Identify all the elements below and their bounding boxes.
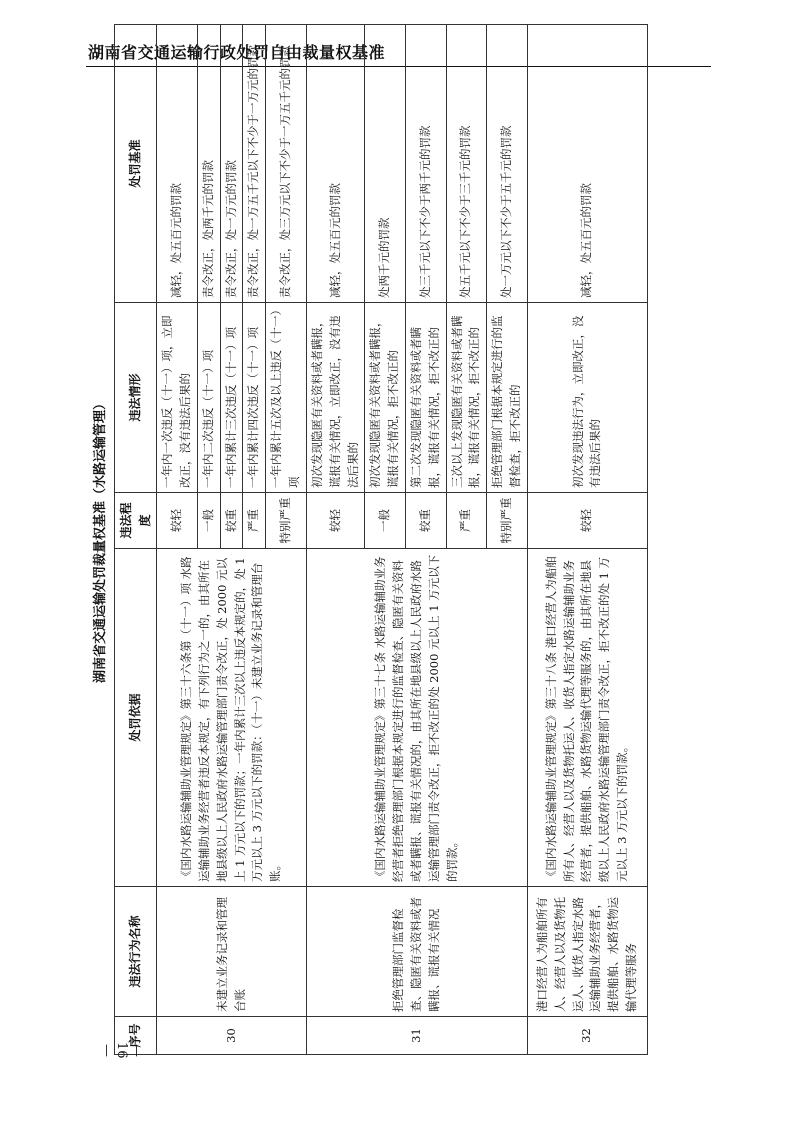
- penalty-table: [114, 24, 648, 1055]
- violation-degree: 一般: [197, 493, 220, 549]
- violation-degree: 特别严重: [487, 493, 528, 549]
- violation-degree: 严重: [446, 493, 487, 549]
- header-circumstance: 违法情形: [115, 303, 157, 493]
- penalty-standard: 处两千元的罚款: [365, 25, 406, 303]
- penalty-standard: 减轻，处五百元的罚款: [157, 25, 198, 303]
- violation-circumstance: 第二次发现隐匿有关资料或者瞒报，谎报有关情况，拒不改正的: [405, 303, 446, 493]
- violation-degree: 较重: [220, 493, 243, 549]
- penalty-standard: 减轻，处五百元的罚款: [527, 25, 647, 303]
- violation-circumstance: 初次发现隐匿有关资料或者瞒报，谎报有关情况，拒不改正的: [365, 303, 406, 493]
- violation-circumstance: 一年内一次违反（十一）项，立即改正，没有违法后果的: [157, 303, 198, 493]
- violation-degree: 较轻: [527, 493, 647, 549]
- penalty-standard: 责令改正，处一万元的罚款: [220, 25, 243, 303]
- violation-circumstance: 一年内累计四次违反（十一）项: [243, 303, 266, 493]
- violation-degree: 特别严重: [266, 493, 307, 549]
- penalty-standard: 责令改正，处两千元的罚款: [197, 25, 220, 303]
- penalty-standard: 处一万元以下不少于五千元的罚款: [487, 25, 528, 303]
- violation-name: 港口经营人为船舶所有人、经营人以及货物托运人、收货人指定水路运输辅助业务经营者，提供船舶、水路货物运输代理等服务: [527, 887, 647, 1017]
- header-degree: 违法程度: [115, 493, 157, 549]
- header-no: 序号: [115, 1017, 157, 1055]
- table-header-row: [115, 25, 157, 1055]
- violation-degree: 较轻: [157, 493, 198, 549]
- header-name: 违法行为名称: [115, 887, 157, 1017]
- item-number: 32: [527, 1017, 647, 1055]
- violation-degree: 严重: [243, 493, 266, 549]
- violation-circumstance: 三次以上发现隐匿有关资料或者瞒报，谎报有关情况，拒不改正的: [446, 303, 487, 493]
- penalty-basis: 《国内水路运输辅助业管理规定》第三十七条 水路运输辅助业务经营者拒绝管理部门根据本规定进行的监督检查、隐匿有关资料或者瞒报、谎报有关情况的，由其所在地县级以上人民政府水路运输管理部门责令改正，拒不改正的处 2000 元以上 1 万元以下的罚款。: [306, 549, 527, 887]
- table-row: [157, 25, 198, 1055]
- item-number: 30: [157, 1017, 307, 1055]
- penalty-standard: 责令改正，处一万五千元以下不少于一万元的罚款: [243, 25, 266, 303]
- running-header: 湖南省交通运输行政处罚自由裁量权基准: [88, 43, 386, 62]
- item-number: 31: [306, 1017, 527, 1055]
- rotated-table-block: [88, 25, 708, 1055]
- violation-circumstance: 初次发现隐匿有关资料或者瞒报，谎报有关情况，立即改正，没有违法后果的: [306, 303, 364, 493]
- penalty-standard: 减轻，处五百元的罚款: [306, 25, 364, 303]
- table-title: 湖南省交通运输处罚裁量权基准（水路运输管理）: [93, 397, 108, 684]
- violation-circumstance: 一年内累计五次及以上违反（十一）项: [266, 303, 307, 493]
- penalty-basis: 《国内水路运输辅助业管理规定》第三十六条第（十一）项 水路运输辅助业务经营者违反本规定，有下列行为之一的，由其所在地县级以上人民政府水路运输管理部门责令改正，处 2000 元以上 1 万元以下的罚款；一年内累计三次以上违反本规定的，处 1 万元以上 3 万元以下的罚款：（十一）未建立业务记录和管理台账。: [157, 549, 307, 887]
- violation-degree: 较重: [405, 493, 446, 549]
- penalty-basis: 《国内水路运输辅助业管理规定》第三十八条 港口经营人为船舶所有人、经营人以及货物托运人、收货人指定水路运输辅助业务经营者，提供船舶、水路货物运输代理等服务的，由其所在地县级以上人民政府水路运输管理部门责令改正，拒不改正的处 1 万元以上 3 万元以下的罚款。: [527, 549, 647, 887]
- page-number: —16—: [99, 1041, 144, 1059]
- table-row: [527, 25, 647, 1055]
- violation-name: 拒绝管理部门监督检查、隐匿有关资料或者瞒报、谎报有关情况: [306, 887, 527, 1017]
- violation-degree: 较轻: [306, 493, 364, 549]
- violation-degree: 一般: [365, 493, 406, 549]
- table-row: [306, 25, 364, 1055]
- violation-circumstance: 初次发现违法行为，立即改正，没有违法后果的: [527, 303, 647, 493]
- header-standard: 处罚基准: [115, 25, 157, 303]
- penalty-standard: 责令改正，处三万元以下不少于一万五千元的罚款: [266, 25, 307, 303]
- penalty-standard: 处三千元以下不少于两千元的罚款: [405, 25, 446, 303]
- violation-circumstance: 一年内二次违反（十一）项: [197, 303, 220, 493]
- violation-circumstance: 一年内累计三次违反（十一）项: [220, 303, 243, 493]
- violation-circumstance: 拒绝管理部门根据本规定进行的监督检查，拒不改正的: [487, 303, 528, 493]
- penalty-standard: 处五千元以下不少于三千元的罚款: [446, 25, 487, 303]
- header-basis: 处罚依据: [115, 549, 157, 887]
- violation-name: 未建立业务记录和管理台账: [157, 887, 307, 1017]
